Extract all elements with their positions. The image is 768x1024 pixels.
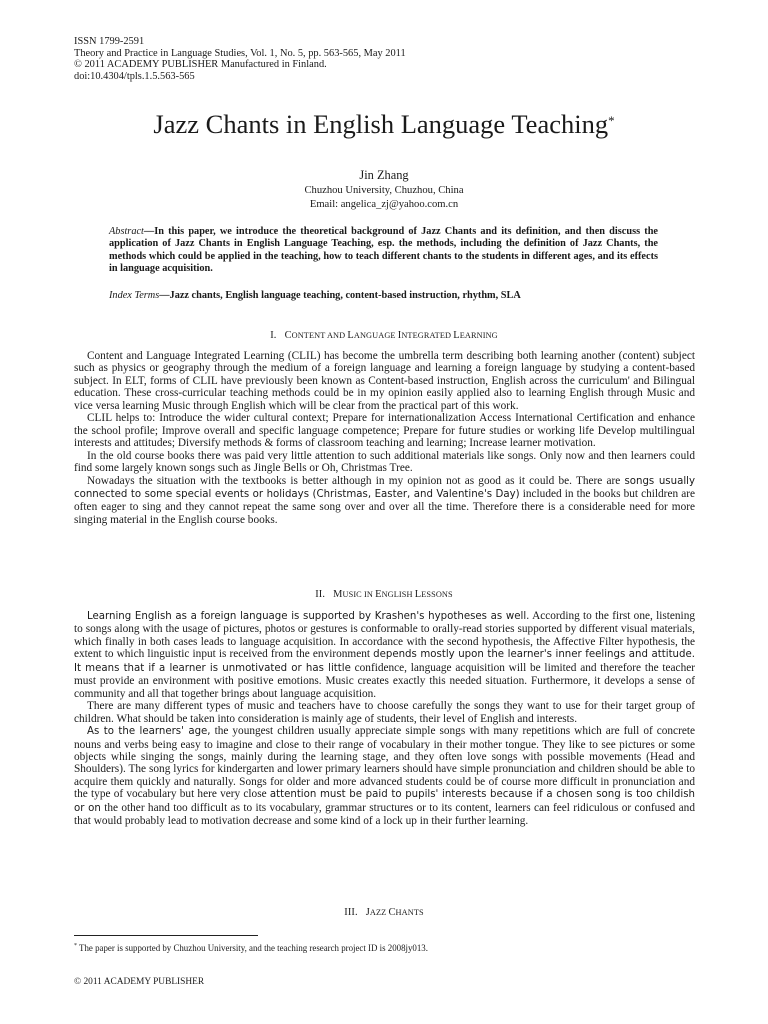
footnote xyxy=(74,941,428,954)
paragraph: Learning English as a foreign language is supported by Krashen's hypotheses as well. According to the first one, listening to songs along with the usage of pictures, photos or gestures is conformable to orally-read stories supported by different visual materials, which finally in both cases leads to language acquisition. In accordance with the second hypothesis, the Affective Filter hypothesis, the extent to which linguistic input is received from the environment depends mostly upon the learner's inner feelings and attitude. It means that if a learner is unmotivated or has little confidence, language acquisition will be limited and therefore the teacher must provide an environment with positive emotions. Music creates exactly this needed situation. Furthermore, it develops a sense of community and all that together brings about language acquisition. xyxy=(74,610,695,700)
index-terms-label: Index Terms xyxy=(109,290,160,301)
page-title xyxy=(0,109,768,139)
paragraph: Content and Language Integrated Learning (CLIL) has become the umbrella term describing both learning another (content) subject such as physics or geography through the medium of a foreign language and learning a foreign language by studying a content-based subject. In ELT, forms of CLIL have previously been known as Content-based instruction, English across the curriculum' and Bilingual education. These cross-curricular teaching methods could be in my opinion easily applied also to learning English through Music and vice versa learning Music through English which will be clear from the practical part of this work. xyxy=(74,350,695,412)
title-text: Jazz Chants in English Language Teaching xyxy=(153,109,609,139)
footnote-text: The paper is supported by Chuzhou University, and the teaching research project ID is 2008jy013. xyxy=(77,942,428,953)
journal-citation: Theory and Practice in Language Studies, Vol. 1, No. 5, pp. 563-565, May 2011 xyxy=(74,47,406,59)
paragraph: CLIL helps to: Introduce the wider cultural context; Prepare for internationalization Access International Certification and enhance the school profile; Improve overall and specific language competence; Prepare for future studies or working life Develop multilingual interests and attitudes; Diversify methods & forms of classroom teaching and learning; Increase learner motivation. xyxy=(74,412,695,450)
section-1-body xyxy=(74,350,695,526)
author-affiliation: Chuzhou University, Chuzhou, China xyxy=(304,185,464,196)
section-heading-1: I. CONTENT AND LANGUAGE INTEGRATED LEARNING xyxy=(270,330,498,341)
section-heading-2: II. MUSIC IN ENGLISH LESSONS xyxy=(315,589,453,600)
header-copyright: © 2011 ACADEMY PUBLISHER Manufactured in Finland. xyxy=(74,59,327,71)
title-footnote-mark: * xyxy=(608,113,615,128)
section-2-body xyxy=(74,610,695,828)
journal-header xyxy=(74,36,406,82)
abstract-text: —In this paper, we introduce the theoretical background of Jazz Chants and its definition, and then discuss the application of Jazz Chants in English Language Teaching, esp. the methods, including the definition of Jazz Chants, the methods which could be applied in the teaching, how to teach different chants to the students in different ages, and its effects in language acquisition. xyxy=(109,226,658,274)
footnote-mark: * xyxy=(74,943,77,949)
index-terms xyxy=(109,290,658,302)
paragraph: Nowadays the situation with the textbooks is better although in my opinion not as good as it could be. There are songs usually connected to some special events or holidays (Christmas, Easter, and Valentine's Day) included in the books but children are often eager to sing and they cannot repeat the same song over and over all the time. Therefore there is a considerable need for more singing material in the English course books. xyxy=(74,474,696,526)
paragraph: In the old course books there was paid very little attention to such additional materials like songs. Only now and then learners could find some largely known songs such as Jingle Bells or Oh, Christmas Tree. xyxy=(74,449,695,475)
author-name: Jin Zhang xyxy=(359,168,409,182)
doi: doi:10.4304/tpls.1.5.563-565 xyxy=(74,70,195,82)
section-heading-3: III. JAZZ CHANTS xyxy=(344,907,424,918)
abstract xyxy=(109,226,658,275)
abstract-label: Abstract xyxy=(109,226,144,237)
author-email: Email: angelica_zj@yahoo.com.cn xyxy=(309,199,459,210)
index-terms-text: —Jazz chants, English language teaching, content-based instruction, rhythm, SLA xyxy=(159,290,521,301)
footnote-divider xyxy=(74,935,258,936)
paragraph: As to the learners' age, the youngest children usually appreciate simple songs with many repetitions which are full of concrete nouns and verbs being easy to imagine and close to their range of vocabulary in their mother tongue. They like to see pictures or some objects while singing the songs, mainly during the learning stage, and they often love songs with possible movements (Head and Shoulders). The song lyrics for kindergarten and lower primary learners should have simple pronunciation and children should be able to acquire them quickly and naturally. Songs for older and more advanced students could be of course more difficult in pronunciation and the type of vocabulary but here very close attention must be paid to pupils' interests because if a chosen song is too childish or on the other hand too difficult as to its vocabulary, grammar structures or to its content, learners can feel ridiculous or confused and that would probably lead to motivation decrease and some kind of a lock up in their further learning. xyxy=(74,725,695,828)
paragraph: There are many different types of music and teachers have to choose carefully the songs they want to use for their target group of children. What should be taken into consideration is mainly age of students, their level of English and interests. xyxy=(74,700,695,725)
issn: ISSN 1799-2591 xyxy=(74,36,145,47)
author-affiliation-block xyxy=(0,184,768,212)
page-footer: © 2011 ACADEMY PUBLISHER xyxy=(74,977,205,987)
